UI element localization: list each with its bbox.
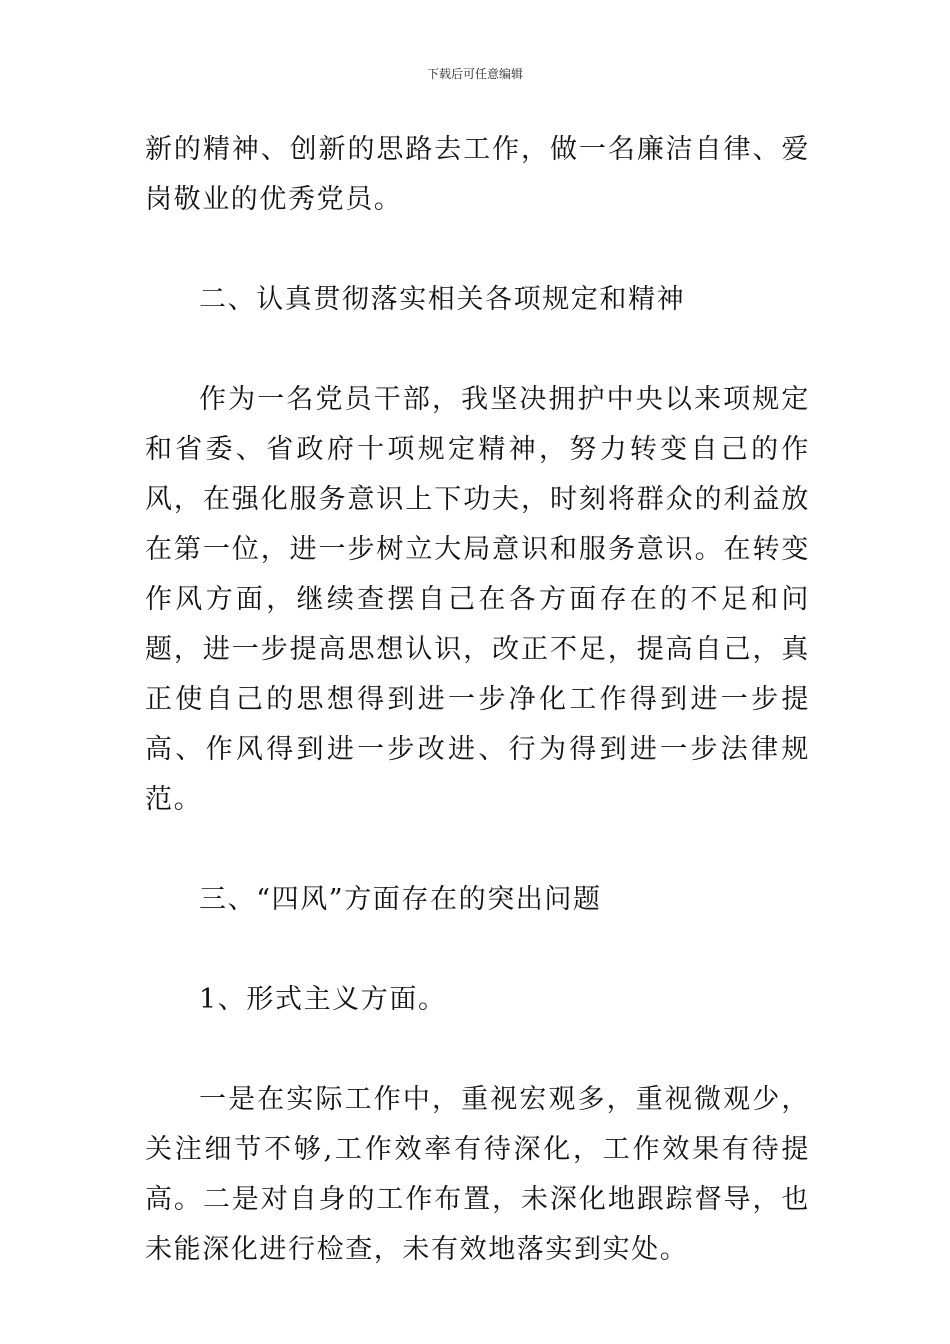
paragraph-spacer — [145, 825, 810, 875]
page-header-note: 下载后可任意编辑 — [426, 67, 523, 81]
paragraph-formalism: 一是在实际工作中，重视宏观多，重视微观少，关注细节不够,工作效率有待深化，工作效果有待提高。二是对自身的工作布置，未深化地跟踪督导，也未能深化进行检查，未有效地落实到实处。 — [145, 1084, 810, 1265]
paragraph-spacer — [145, 325, 810, 375]
paragraph-spacer — [145, 925, 810, 975]
paragraph-section-2: 作为一名党员干部，我坚决拥护中央以来项规定和省委、省政府十项规定精神，努力转变自己的作风，在强化服务意识上下功夫，时刻将群众的利益放在第一位，进一步树立大局意识和服务意识。在转变作风方面，继续查摆自己在各方面存在的不足和问题，进一步提高思想认识，改正不足，提高自己，真正使自己的思想得到进一步净化工作得到进一步提高、作风得到进一步改进、行为得到进一步法律规范。 — [145, 384, 810, 815]
document-body — [145, 125, 810, 1275]
section-heading-2: 二、认真贯彻落实相关各项规定和精神 — [199, 284, 686, 315]
subsection-heading-1: 1、形式主义方面。 — [199, 984, 447, 1015]
paragraph-continuation: 新的精神、创新的思路去工作，做一名廉洁自律、爱岗敬业的优秀党员。 — [145, 134, 810, 215]
paragraph-spacer — [145, 1025, 810, 1075]
section-heading-3: 三、“四风”方面存在的突出问题 — [199, 884, 602, 915]
paragraph-spacer — [145, 225, 810, 275]
